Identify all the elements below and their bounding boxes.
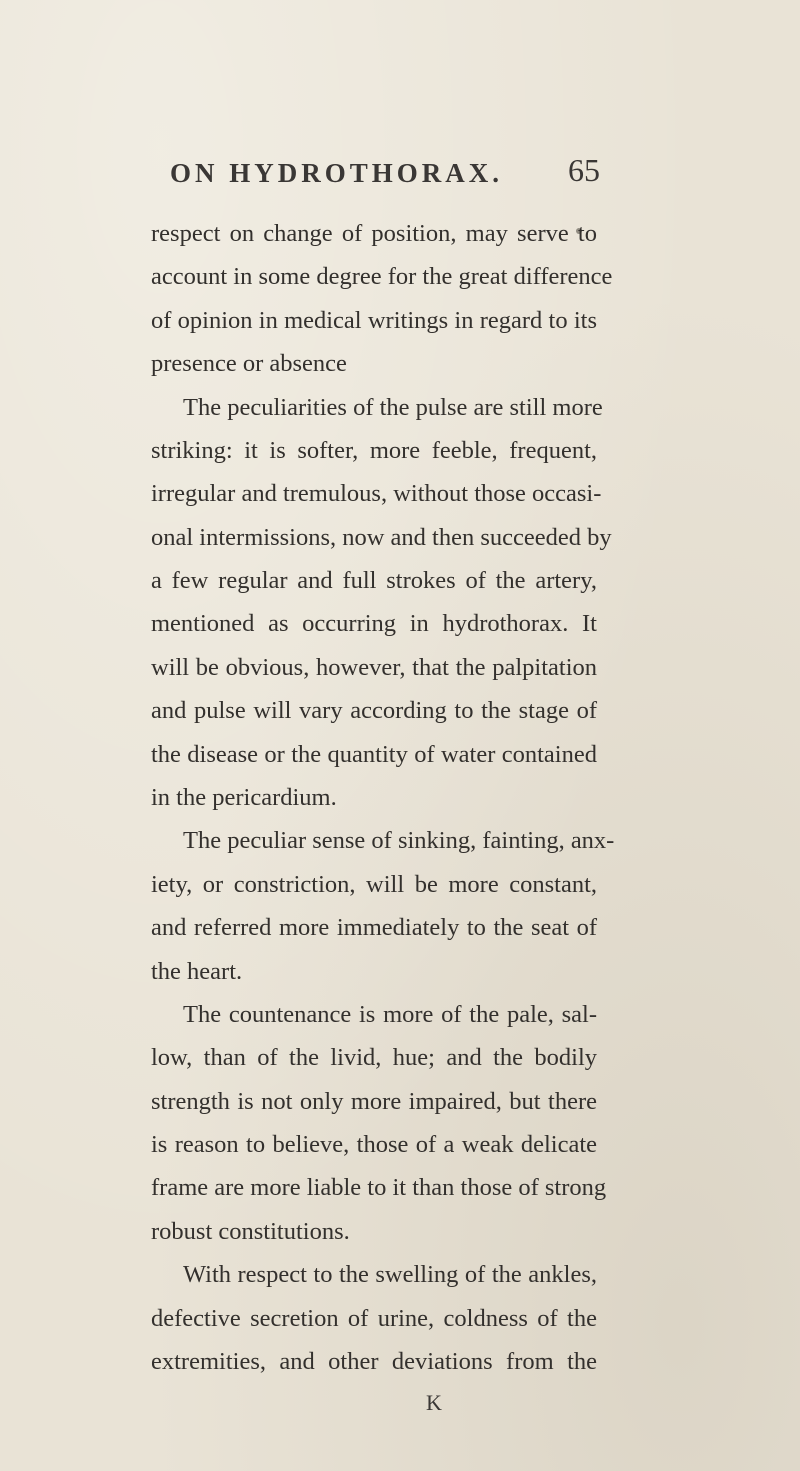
text-line: irregular and tremulous, without those occasi- [151, 480, 602, 507]
text-line: frame are more liable to it than those of strong [151, 1174, 607, 1201]
text-line: the heart. [151, 958, 243, 985]
text-line: robust constitutions. [151, 1218, 350, 1245]
running-head-title: ON HYDROTHORAX. [170, 158, 504, 188]
text-line: and referred more immediately to the seat of [151, 914, 597, 941]
text-line: account in some degree for the great difference [151, 263, 613, 290]
text-line: will be obvious, however, that the palpitation [151, 654, 597, 681]
text-line: onal intermissions, now and then succeeded by [151, 524, 612, 551]
text-line: of opinion in medical writings in regard to its [151, 307, 597, 334]
text-line: a few regular and full strokes of the artery, [151, 567, 597, 594]
text-line: The countenance is more of the pale, sal- [183, 1001, 597, 1028]
text-line: low, than of the livid, hue; and the bodily [151, 1044, 597, 1071]
text-line: mentioned as occurring in hydrothorax. It [151, 610, 597, 637]
text-line: presence or absence [151, 350, 347, 377]
text-line: the disease or the quantity of water contained [151, 741, 597, 768]
text-line: With respect to the swelling of the ankles, [183, 1261, 597, 1288]
text-line: in the pericardium. [151, 784, 337, 811]
text-line: and pulse will vary according to the stage of [151, 697, 597, 724]
text-line: The peculiarities of the pulse are still more [183, 394, 603, 421]
text-line: striking: it is softer, more feeble, frequent, [151, 437, 597, 464]
text-line: strength is not only more impaired, but there [151, 1088, 597, 1115]
signature-mark: K [426, 1390, 442, 1415]
text-line: defective secretion of urine, coldness of the [151, 1305, 597, 1332]
text-line: is reason to believe, those of a weak delicate [151, 1131, 597, 1158]
running-head [170, 152, 600, 198]
text-line: The peculiar sense of sinking, fainting, anx- [183, 827, 615, 854]
text-line: iety, or constriction, will be more constant, [151, 871, 597, 898]
page-number: 65 [568, 152, 600, 188]
text-line: extremities, and other deviations from the [151, 1348, 597, 1375]
text-line: respect on change of position, may serve to [151, 220, 597, 247]
